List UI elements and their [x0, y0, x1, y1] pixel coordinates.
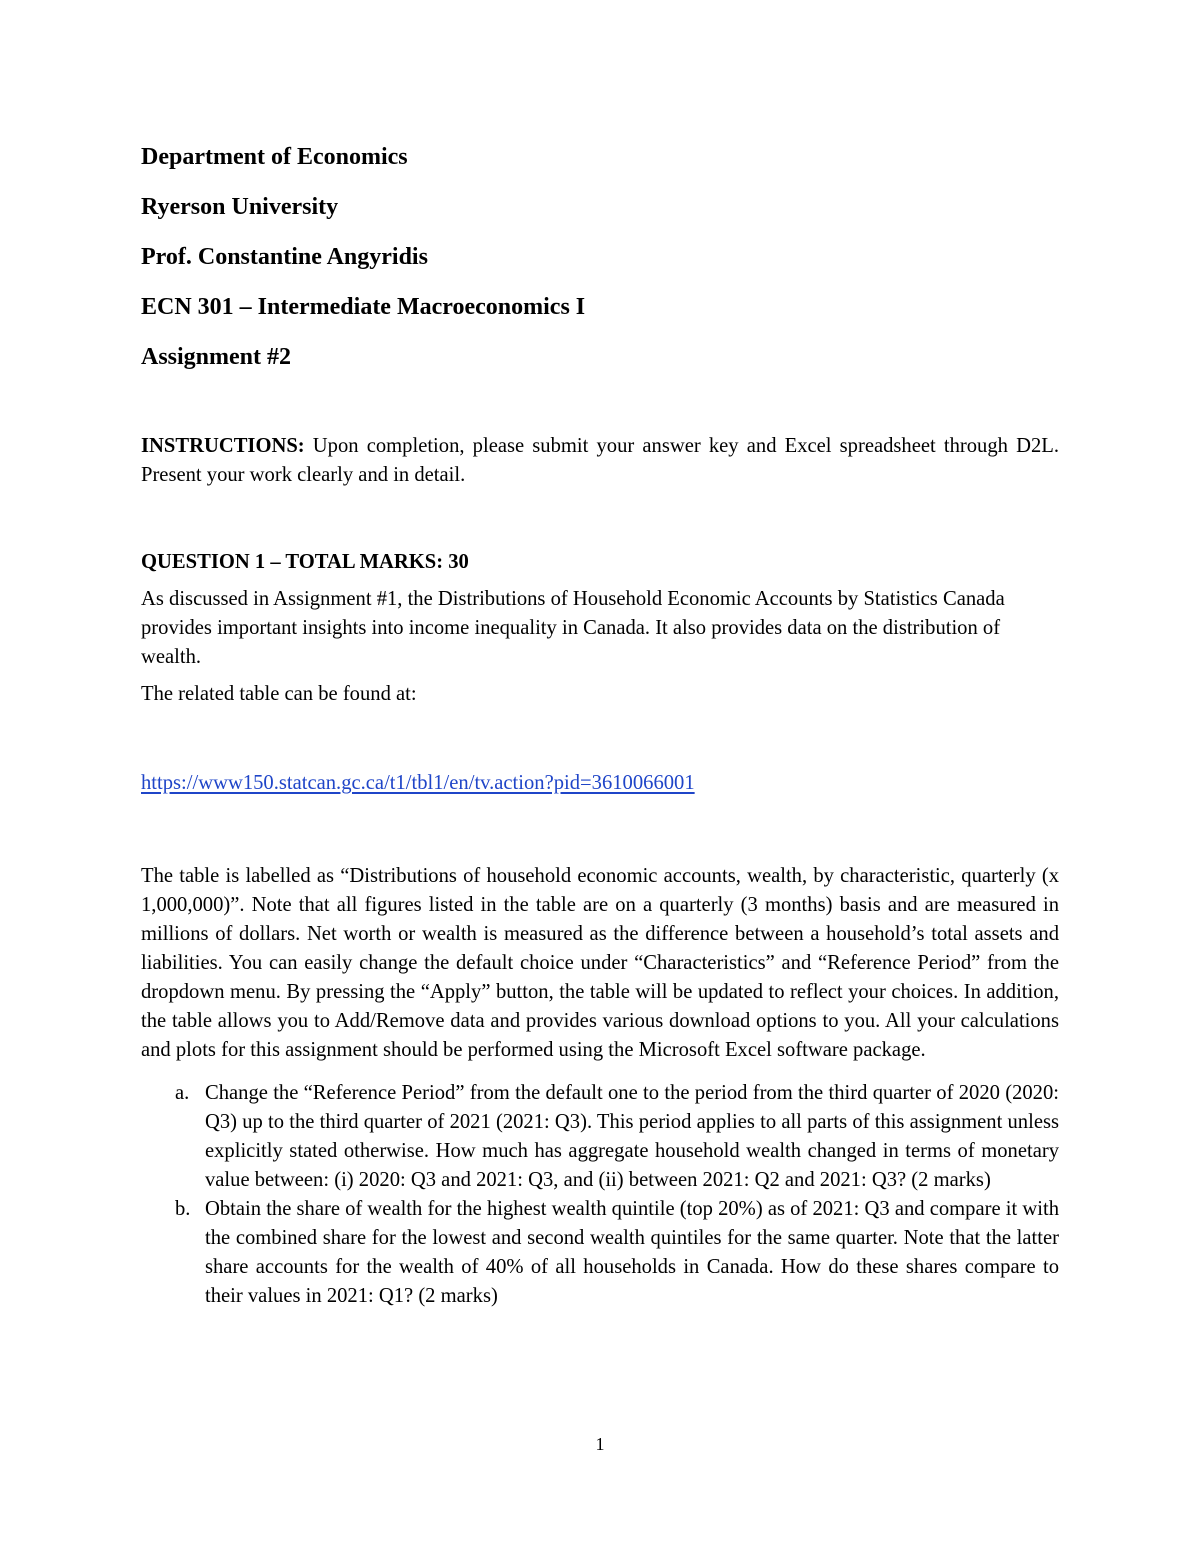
page-number: 1 [595, 1434, 605, 1454]
part-b-marker: b. [175, 1198, 191, 1220]
table-intro: The related table can be found at: [141, 683, 417, 705]
university-heading: Ryerson University [141, 194, 339, 220]
page-content [141, 140, 1059, 1311]
assignment-heading: Assignment #2 [141, 344, 292, 370]
statcan-link-line [141, 769, 1059, 798]
instructions-text: Upon completion, please submit your answer key and Excel spreadsheet through D2L. Present your work clearly and in detail. [141, 435, 1059, 486]
course-heading: ECN 301 – Intermediate Macroeconomics I [141, 294, 586, 320]
question-parts-list [141, 1079, 1059, 1311]
professor-heading: Prof. Constantine Angyridis [141, 244, 428, 270]
question-1-title: QUESTION 1 – TOTAL MARKS: 30 [141, 551, 469, 573]
part-b-text: Obtain the share of wealth for the highest wealth quintile (top 20%) as of 2021: Q3 and compare it with the combined share for the lowest and second wealth quintiles for the same quarter. Note that the latter share accounts for the wealth of 40% of all households in Canada. How do these shares compare to their values in 2021: Q1? (2 marks) [205, 1198, 1059, 1307]
department-heading: Department of Economics [141, 144, 408, 170]
list-item [141, 1079, 1059, 1195]
list-item [141, 1195, 1059, 1311]
instructions-paragraph [141, 432, 1059, 490]
instructions-label: INSTRUCTIONS: [141, 435, 305, 457]
table-description: The table is labelled as “Distributions of household economic accounts, wealth, by characteristic, quarterly (x 1,000,000)”. Note that all figures listed in the table are on a quarterly (3 months) basis and are measured in millions of dollars. Net worth or wealth is measured as the difference between a household’s total assets and liabilities. You can easily change the default choice under “Characteristics” and “Reference Period” from the dropdown menu. By pressing the “Apply” button, the table will be updated to reflect your choices. In addition, the table allows you to Add/Remove data and provides various download options to you. All your calculations and plots for this assignment should be performed using the Microsoft Excel software package. [141, 865, 1059, 1061]
part-a-text: Change the “Reference Period” from the default one to the period from the third quarter of 2020 (2020: Q3) up to the third quarter of 2021 (2021: Q3). This period applies to all parts of this assignment unless explicitly stated otherwise. How much has aggregate household wealth changed in terms of monetary value between: (i) 2020: Q3 and 2021: Q3, and (ii) between 2021: Q2 and 2021: Q3? (2 marks) [205, 1082, 1059, 1191]
question-1-intro: As discussed in Assignment #1, the Distributions of Household Economic Accounts by Statistics Canada provides important insights into income inequality in Canada. It also provides data on the distribution of wealth. [141, 588, 1005, 668]
part-a-marker: a. [175, 1082, 190, 1104]
statcan-table-link[interactable]: https://www150.statcan.gc.ca/t1/tbl1/en/tv.action?pid=3610066001 [141, 772, 695, 794]
